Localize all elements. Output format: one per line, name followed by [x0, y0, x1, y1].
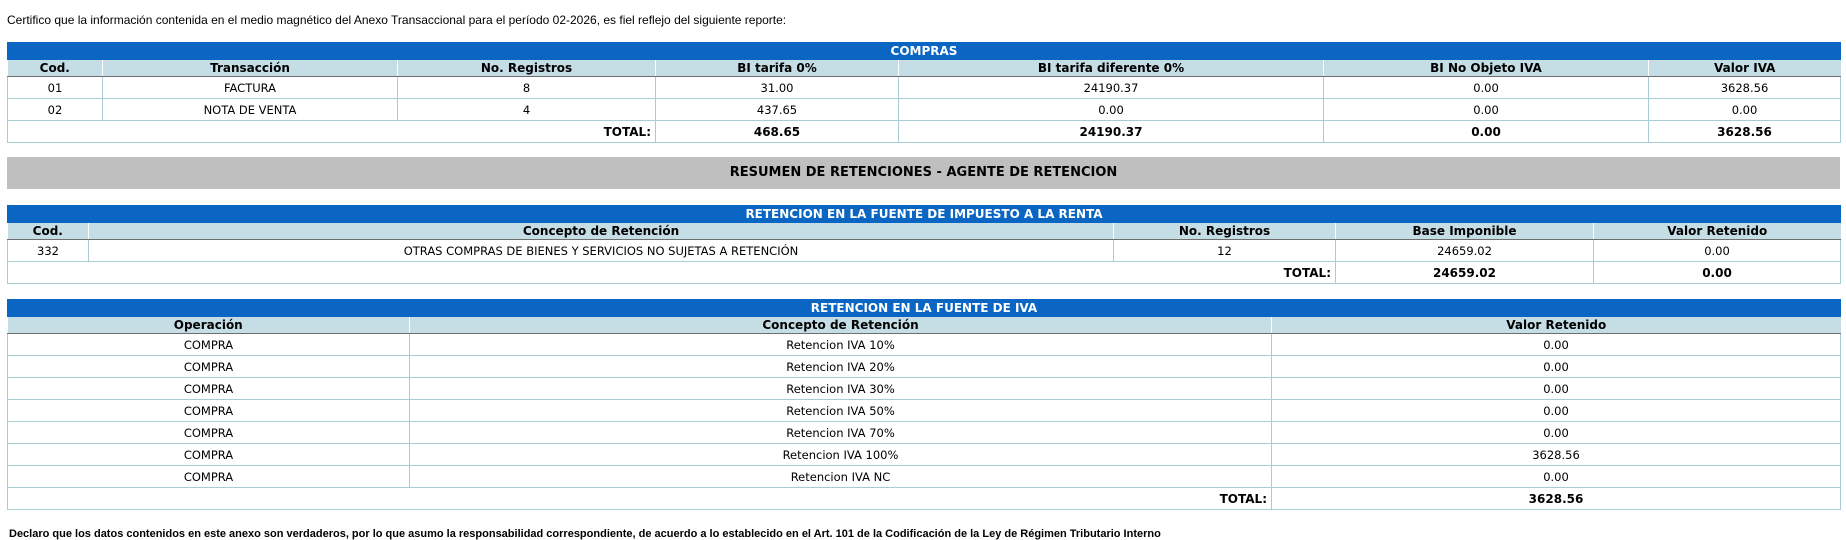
table-row [8, 240, 1841, 262]
cell: COMPRA [8, 378, 410, 400]
declaration-text: Declaro que los datos contenidos en este anexo son verdaderos, por lo que asumo la responsabilidad correspondiente, de acuerdo a lo establecido en el Art. 101 de la Codificación de la Ley de Régimen Tributario Interno [9, 528, 1161, 540]
cell: FACTURA [103, 77, 398, 99]
cell: COMPRA [8, 400, 410, 422]
cell: 0.00 [1272, 356, 1841, 378]
cell: COMPRA [8, 444, 410, 466]
col-header: No. Registros [398, 60, 656, 77]
col-header: Valor IVA [1649, 60, 1841, 77]
cell: 437.65 [656, 99, 899, 121]
total-row [8, 488, 1841, 510]
table-row [8, 356, 1841, 378]
total-row [8, 121, 1841, 143]
cell: Retencion IVA 50% [410, 400, 1272, 422]
table-row [8, 400, 1841, 422]
col-header: Valor Retenido [1272, 317, 1841, 334]
cell: 24190.37 [899, 77, 1324, 99]
table-row [8, 334, 1841, 356]
renta-section [7, 205, 1840, 284]
iva-table [7, 299, 1841, 510]
cell: 3628.56 [1272, 444, 1841, 466]
col-header: Operación [8, 317, 410, 334]
cell: COMPRA [8, 466, 410, 488]
cell: COMPRA [8, 356, 410, 378]
cell: OTRAS COMPRAS DE BIENES Y SERVICIOS NO SUJETAS A RETENCIÓN [89, 240, 1114, 262]
total-cell: 0.00 [1594, 262, 1841, 284]
cell: 31.00 [656, 77, 899, 99]
cell: Retencion IVA 100% [410, 444, 1272, 466]
cell: COMPRA [8, 422, 410, 444]
total-label: TOTAL: [8, 488, 1272, 510]
table-row [8, 99, 1841, 121]
col-header: BI tarifa 0% [656, 60, 899, 77]
col-header: Cod. [8, 223, 89, 240]
cell: 0.00 [1272, 422, 1841, 444]
table-row [8, 378, 1841, 400]
renta-table [7, 205, 1841, 284]
cell: 0.00 [1272, 378, 1841, 400]
cell: 332 [8, 240, 89, 262]
col-header: BI No Objeto IVA [1324, 60, 1649, 77]
cell: 0.00 [1594, 240, 1841, 262]
cell: Retencion IVA 70% [410, 422, 1272, 444]
cell: 02 [8, 99, 103, 121]
table-row [8, 422, 1841, 444]
total-label: TOTAL: [8, 262, 1336, 284]
total-cell: 3628.56 [1272, 488, 1841, 510]
cell: 0.00 [899, 99, 1324, 121]
total-label: TOTAL: [8, 121, 656, 143]
cell: 12 [1114, 240, 1336, 262]
cell: Retencion IVA 20% [410, 356, 1272, 378]
cell: 0.00 [1272, 400, 1841, 422]
renta-title: RETENCION EN LA FUENTE DE IMPUESTO A LA RENTA [8, 206, 1841, 223]
total-row [8, 262, 1841, 284]
resumen-banner: RESUMEN DE RETENCIONES - AGENTE DE RETENCION [7, 157, 1840, 189]
col-header: Concepto de Retención [89, 223, 1114, 240]
cell: 0.00 [1649, 99, 1841, 121]
cell: Retencion IVA NC [410, 466, 1272, 488]
cell: Retencion IVA 10% [410, 334, 1272, 356]
cell: COMPRA [8, 334, 410, 356]
compras-section [7, 42, 1840, 143]
table-row [8, 77, 1841, 99]
cell: 24659.02 [1336, 240, 1594, 262]
col-header: No. Registros [1114, 223, 1336, 240]
cell: 0.00 [1324, 99, 1649, 121]
col-header: Valor Retenido [1594, 223, 1841, 240]
cell: 4 [398, 99, 656, 121]
cell: 0.00 [1272, 466, 1841, 488]
compras-table [7, 42, 1841, 143]
intro-text: Certifico que la información contenida en el medio magnético del Anexo Transaccional para el período 02-2026, es fiel reflejo del siguiente reporte: [7, 13, 787, 27]
table-row [8, 466, 1841, 488]
col-header: Concepto de Retención [410, 317, 1272, 334]
cell: 3628.56 [1649, 77, 1841, 99]
table-row [8, 444, 1841, 466]
total-cell: 24190.37 [899, 121, 1324, 143]
col-header: Cod. [8, 60, 103, 77]
total-cell: 0.00 [1324, 121, 1649, 143]
iva-section [7, 299, 1840, 510]
cell: 01 [8, 77, 103, 99]
total-cell: 24659.02 [1336, 262, 1594, 284]
cell: 8 [398, 77, 656, 99]
cell: Retencion IVA 30% [410, 378, 1272, 400]
col-header: BI tarifa diferente 0% [899, 60, 1324, 77]
total-cell: 468.65 [656, 121, 899, 143]
col-header: Transacción [103, 60, 398, 77]
cell: 0.00 [1324, 77, 1649, 99]
compras-title: COMPRAS [8, 43, 1841, 60]
cell: 0.00 [1272, 334, 1841, 356]
col-header: Base Imponible [1336, 223, 1594, 240]
iva-title: RETENCION EN LA FUENTE DE IVA [8, 300, 1841, 317]
total-cell: 3628.56 [1649, 121, 1841, 143]
cell: NOTA DE VENTA [103, 99, 398, 121]
